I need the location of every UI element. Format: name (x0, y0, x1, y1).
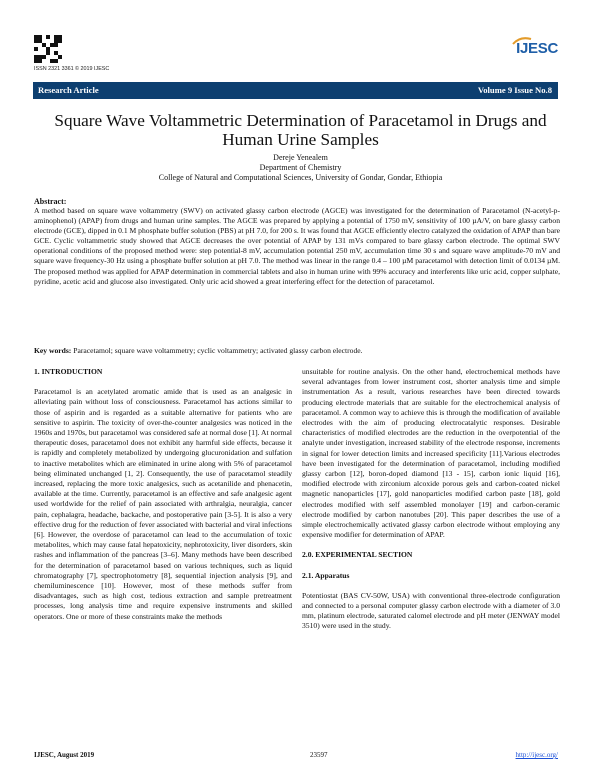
logo-swoosh-icon (512, 36, 532, 46)
abstract-text: A method based on square wave voltammetry (SWV) on activated glassy carbon electrode (AGCE) was investigated for the determination of Paracetamol (N-acetyl-p-aminophenol) (APAP) from drugs and human urine samples. The AGCE was prepared by applying a potential of 1750 mV, sensitivity of 100 µA/V, on bare glassy carbon electrode (GCE), dipped in 0.1 M phosphate buffer solution (PBS) at pH 7.0, for 200 s. It was found that AGCE efficiently electro catalyzed the oxidation of APAP than bare GCE. Cyclic voltammetric study showed that AGCE decreases the over potential of APAP by 131 mVs compared to bare glassy carbon electrode. The optimal SWV operational conditions of the proposed method were: step potential-8 mV, accumulation potential 250 mV, accumulation time 30 s and square wave amplitude-70 mV and square wave frequency-30 Hz using a phosphate buffer solution at pH 7.0. The method was linear in the range 0.4 – 100 µM paracetamol with detection limit of 0.0134 µM. The proposed method was applied for APAP determination in commercial tablets and also in human urine with 99% accuracy and interferents like uric acid, copper sulphate, pyridine, acetic acid and glucose also investigated. Only uric acid showed a great interfering effect for the detection of paracetamol. (34, 206, 560, 286)
qr-code-icon (34, 35, 62, 63)
keywords (34, 346, 560, 355)
footer-journal: IJESC, August 2019 (34, 751, 95, 759)
experimental-heading: 2.0. EXPERIMENTAL SECTION (302, 550, 413, 560)
keywords-text: Paracetamol; square wave voltammetry; cyclic voltammetry; activated glassy carbon electrode. (71, 346, 363, 355)
keywords-label: Key words: (34, 346, 72, 355)
author-affiliation: College of Natural and Computational Sciences, University of Gondar, Gondar, Ethiopia (158, 173, 443, 183)
abstract-heading: Abstract: (34, 197, 67, 206)
issn-line: ISSN 2321 3361 © 2019 IJESC (34, 66, 110, 72)
footer-url-link[interactable]: http://ijesc.org/ (515, 751, 558, 759)
intro-heading: 1. INTRODUCTION (34, 367, 103, 376)
paper-title: Square Wave Voltammetric Determination of Paracetamol in Drugs and Human Urine Samples (54, 111, 547, 149)
author-block (33, 153, 568, 184)
author-name: Dereje Yenealem (273, 153, 328, 162)
logo-text: IJESC (516, 40, 558, 57)
left-column (34, 367, 292, 632)
right-column (302, 367, 560, 642)
author-department: Department of Chemistry (259, 163, 342, 173)
article-banner (33, 82, 558, 99)
journal-logo (516, 40, 558, 57)
article-type: Research Article (38, 85, 99, 95)
intro-continued-paragraph: unsuitable for routine analysis. On the other hand, electrochemical methods have several advantages from lower instrument cost, shorter analysis time and simple instrumentation As a result, various researches have been directed towards producing electrode materials that are suitable for the electrochemical analysis of paracetamol. A common way to achieve this is through the modification of available electrodes with the aim of producing electrocatalytic responses. Desirable characteristics of modified electrodes are the reduction in the overpotential of the analyte under investigation, increased stability of the electrode response, increments in signal for lower detection limits and increased specificity [11].Various electrodes have been investigated for the determination of paracetamol, including modified glassy carbon [12], boron-doped diamond [13 - 15], carbon ionic liquid [16], modified electrode with zirconium alcoxide porous gels and carbon-coated nickel magnetic nanoparticles [17], gold nanoparticles modified carbon paste [18], gold electrodes modified with self assembled monolayer [19] and carbon-ceramic electrode modified by carbon nanotubes [20]. This paper describes the use of a simple electrochemically activated glassy carbon electrode without employing any expensive modifier for determination of APAP. (302, 367, 560, 540)
intro-paragraph: Paracetamol is an acetylated aromatic amide that is used as an analgesic in alleviating pain without loss of consciousness. Paracetamol has actions similar to those of aspirin and is regarded as a suitable alternative for patients who are sensitive to aspirin. The toxicity of over-the-counter analgesics was noticed in the 1960s and 1970s, but paracetamol was considered safe at normal dose [1]. At normal therapeutic doses, paracetamol does not exhibit any harmful side effects, because it is rapidly and completely metabolized by undergoing glucuronidation and sulfation to inactive metabolites which are eliminated in urine along with 5% of paracetamol being eliminated unchanged [1, 2]. Consequently, the use of paracetamol steadily increased, replacing the more toxic analgesics, such as acetanilide and phenacetin, available at the time. Currently, paracetamol is an effective and safe analgesic agent used worldwide for the relief of pain associated with arthralgia, neuralgia, cancer pain, cephalagra, headache, backache, and postoperative pain [3-5]. It is also a very effective drug for the reduction of fever associated with bacterial and viral infections [6]. However, the overdose of paracetamol can lead to the accumulation of toxic metabolites, which may cause fatal hepatoxicity, nephrotoxicity, liver disorders, skin rashes and inflammation of the pancreas [3–6]. Many methods have been described for the determination of paracetamol based on various techniques, such as liquid chromatography [7], spectrophotometry [8], sequential injection analysis [9], and chemiluminescence [10]. However, most of these methods suffer from disadvantages, such as high cost, tedious extraction and sample pretreatment processes, long analysis time and require expensive instruments and skilled operators. One or more of these constraints make the methods (34, 387, 292, 621)
apparatus-paragraph: Potentiostat (BAS CV-50W, USA) with conventional three-electrode configuration and connected to a personal computer glassy carbon electrode with a diameter of 3.0 mm, platinum electrode, saturated calomel electrode and pH meter (JENWAY model 3510) were used in the study. (302, 590, 560, 631)
page-number: 23597 (310, 751, 328, 759)
apparatus-heading: 2.1. Apparatus (302, 570, 350, 580)
volume-issue: Volume 9 Issue No.8 (477, 85, 552, 95)
